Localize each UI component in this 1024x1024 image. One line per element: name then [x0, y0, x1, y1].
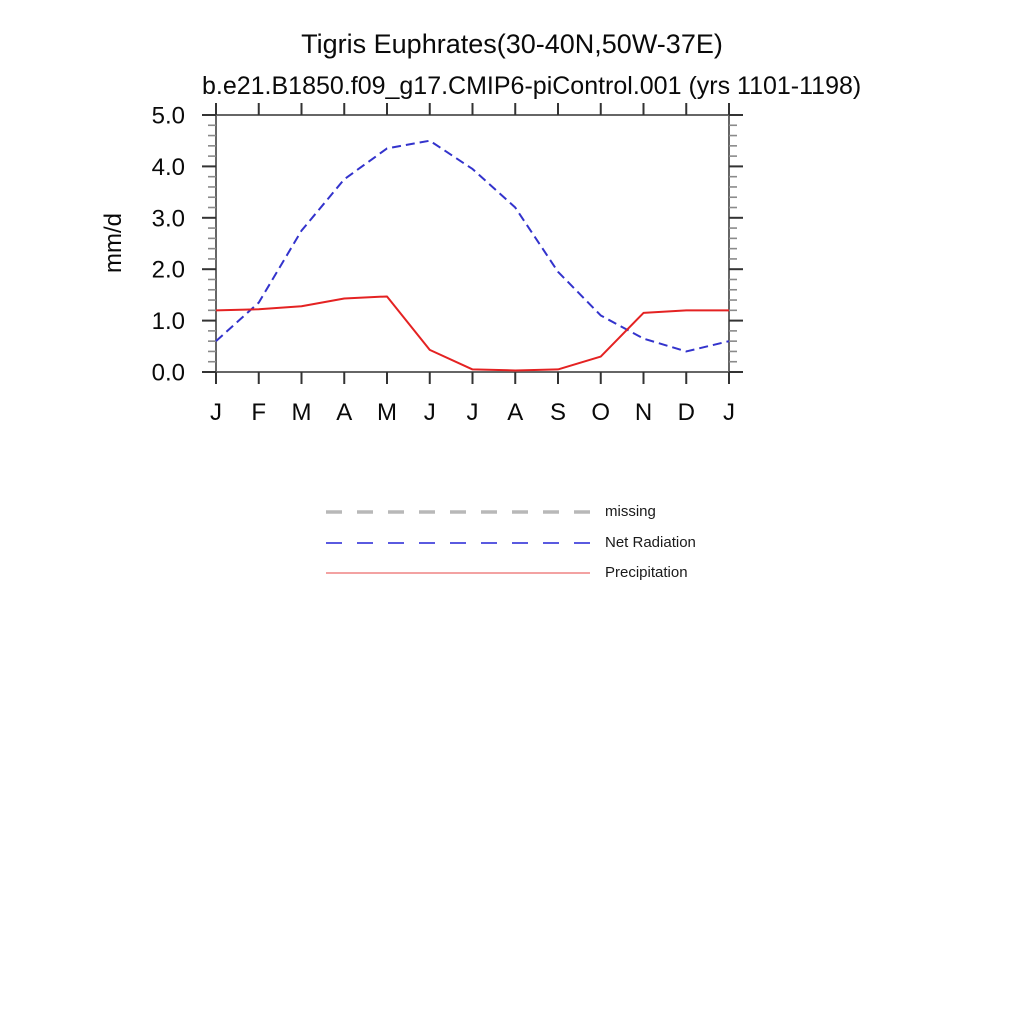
missing-line-swatch [326, 508, 590, 516]
chart-title: Tigris Euphrates(30-40N,50W-37E) [301, 29, 723, 59]
x-tick-label: J [723, 399, 735, 426]
x-tick-label: A [336, 399, 353, 426]
series-line-precipitation [216, 296, 729, 370]
x-tick-label: M [377, 399, 397, 426]
y-tick-label: 4.0 [151, 153, 185, 181]
chart-subtitle: b.e21.B1850.f09_g17.CMIP6-piControl.001 (yrs 1101-1198) [202, 72, 862, 100]
legend-item-missing [326, 503, 656, 521]
line-chart-plot-area [0, 0, 1024, 460]
x-tick-label: M [291, 399, 312, 426]
plot-box [216, 115, 729, 372]
x-tick-label: J [423, 399, 436, 426]
x-tick-label: D [677, 399, 695, 426]
x-tick-label: N [634, 399, 653, 426]
legend-label-missing: missing [605, 503, 656, 520]
precipitation-line-swatch [326, 569, 590, 577]
x-tick-label: J [210, 399, 222, 426]
y-tick-label: 1.0 [151, 308, 185, 336]
legend-item-net-radiation [326, 534, 696, 552]
legend-label-precipitation: Precipitation [605, 564, 688, 581]
y-tick-label: 0.0 [151, 359, 185, 387]
y-tick-label: 5.0 [151, 102, 185, 130]
series-line-net-radiation [216, 141, 729, 352]
y-axis-label: mm/d [100, 213, 127, 273]
legend-item-precipitation [326, 564, 688, 582]
y-tick-label: 2.0 [151, 256, 185, 284]
y-tick-label: 3.0 [151, 205, 185, 233]
x-tick-label: F [251, 399, 267, 426]
x-tick-label: S [549, 399, 567, 426]
net-radiation-line-swatch [326, 539, 590, 547]
x-tick-label: J [466, 399, 479, 426]
x-tick-label: O [591, 399, 611, 426]
x-tick-label: A [507, 399, 524, 426]
legend-label-net-radiation: Net Radiation [605, 534, 696, 551]
